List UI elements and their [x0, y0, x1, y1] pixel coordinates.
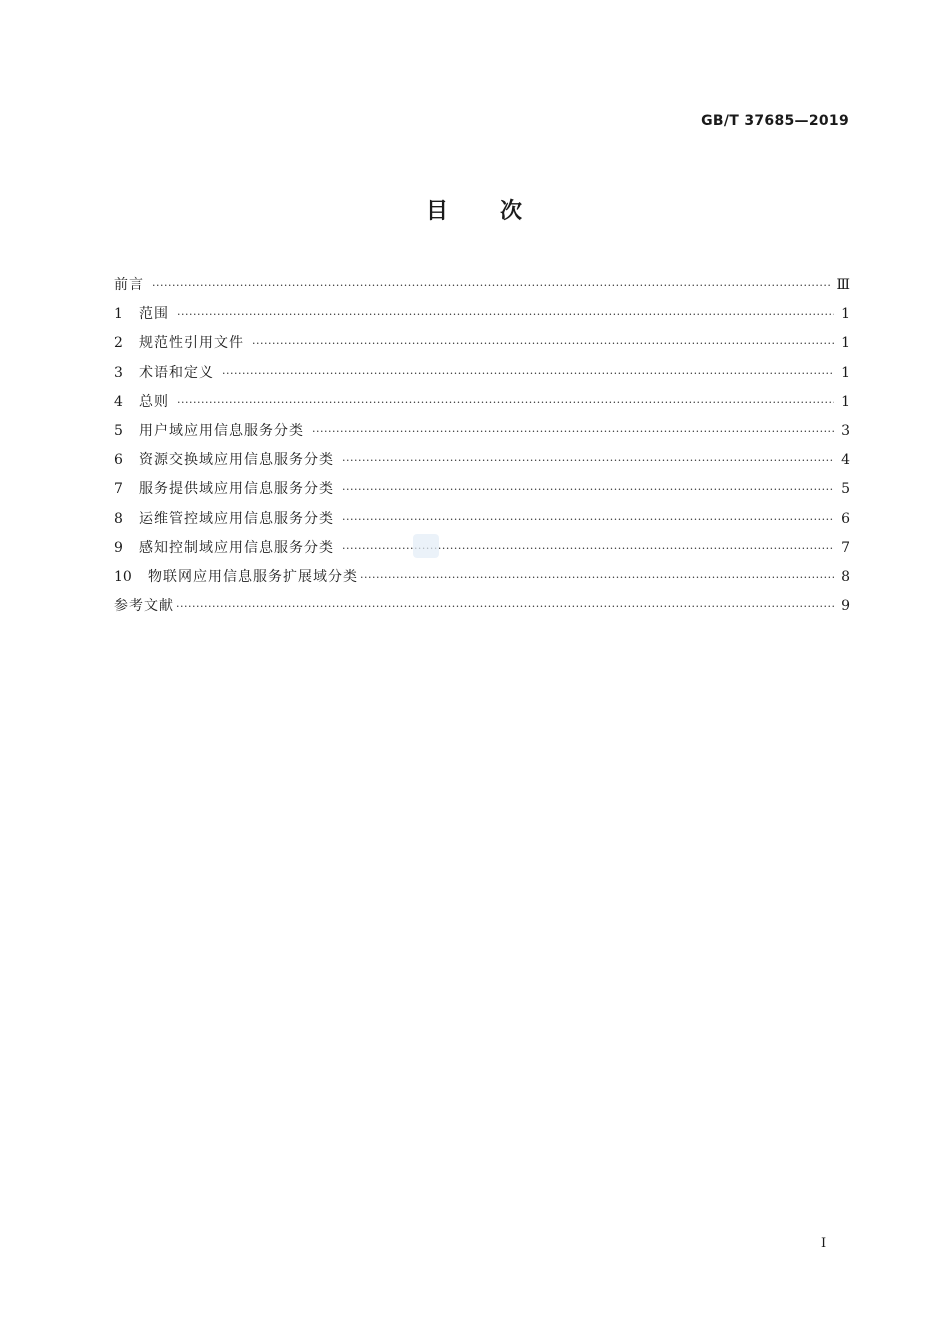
toc-entry-number: 9	[114, 539, 123, 556]
toc-entry-page: 9	[841, 598, 850, 615]
toc-entry-6[interactable]	[114, 446, 850, 475]
toc-leader-dots	[342, 505, 834, 534]
toc-entry-number: 3	[114, 364, 123, 381]
toc-entry-2[interactable]	[114, 329, 850, 358]
toc-entry-page: 5	[841, 481, 850, 498]
toc-entry-page: 3	[841, 422, 850, 439]
toc-leader-dots	[360, 563, 834, 592]
toc-entry-number: 4	[114, 393, 123, 410]
toc-entry-label: 参考文献	[114, 598, 174, 615]
toc-entry-foreword[interactable]	[114, 271, 850, 300]
toc-entry-number: 8	[114, 510, 123, 527]
toc-entry-page: 4	[841, 452, 850, 469]
toc-entry-label: 资源交换域应用信息服务分类	[139, 452, 334, 469]
toc-entry-8[interactable]	[114, 505, 850, 534]
toc-entry-page: 1	[841, 335, 850, 352]
toc-entry-number: 2	[114, 335, 123, 352]
toc-entry-label: 规范性引用文件	[139, 335, 244, 352]
toc-entry-7[interactable]	[114, 475, 850, 504]
toc-entry-1[interactable]	[114, 300, 850, 329]
toc-leader-dots	[177, 388, 834, 417]
toc-leader-dots	[176, 592, 834, 621]
toc-heading-right: 次	[500, 199, 525, 224]
watermark-logo	[413, 534, 439, 558]
toc-entry-label: 术语和定义	[139, 364, 214, 381]
toc-entry-label: 用户域应用信息服务分类	[139, 422, 304, 439]
toc-leader-dots	[342, 475, 834, 504]
toc-entry-number: 7	[114, 481, 123, 498]
toc-entry-label: 前言	[114, 277, 144, 293]
toc-leader-dots	[312, 417, 834, 446]
toc-entry-number: 5	[114, 422, 123, 439]
toc-entry-3[interactable]	[114, 359, 850, 388]
toc-entry-page: Ⅲ	[836, 277, 850, 293]
toc-entry-4[interactable]	[114, 388, 850, 417]
toc-entry-label: 服务提供域应用信息服务分类	[139, 481, 334, 498]
toc-entry-number: 1	[114, 306, 123, 323]
toc-entry-label: 物联网应用信息服务扩展域分类	[148, 568, 358, 585]
toc-entry-page: 1	[841, 393, 850, 410]
toc-entry-label: 总则	[139, 393, 169, 410]
toc-entry-page: 6	[841, 510, 850, 527]
toc-leader-dots	[222, 359, 834, 388]
toc-entry-page: 7	[841, 539, 850, 556]
page-number: Ⅰ	[821, 1236, 827, 1251]
toc-entry-9[interactable]	[114, 534, 850, 563]
toc-entry-page: 1	[841, 364, 850, 381]
toc-entry-bibliography[interactable]	[114, 592, 850, 621]
toc-leader-dots	[252, 329, 834, 358]
table-of-contents	[114, 271, 850, 621]
toc-entry-label: 感知控制域应用信息服务分类	[139, 539, 334, 556]
toc-leader-dots	[342, 446, 834, 475]
toc-entry-page: 8	[841, 568, 850, 585]
toc-entry-5[interactable]	[114, 417, 850, 446]
toc-entry-number: 10	[114, 568, 132, 585]
toc-leader-dots	[152, 271, 830, 300]
toc-entry-page: 1	[841, 306, 850, 323]
toc-entry-label: 运维管控域应用信息服务分类	[139, 510, 334, 527]
toc-heading-left: 目	[425, 199, 450, 224]
toc-leader-dots	[177, 300, 834, 329]
toc-entry-10[interactable]	[114, 563, 850, 592]
standard-code: GB/T 37685—2019	[701, 113, 849, 129]
toc-heading	[0, 194, 950, 225]
toc-entry-number: 6	[114, 452, 123, 469]
toc-entry-label: 范围	[139, 306, 169, 323]
